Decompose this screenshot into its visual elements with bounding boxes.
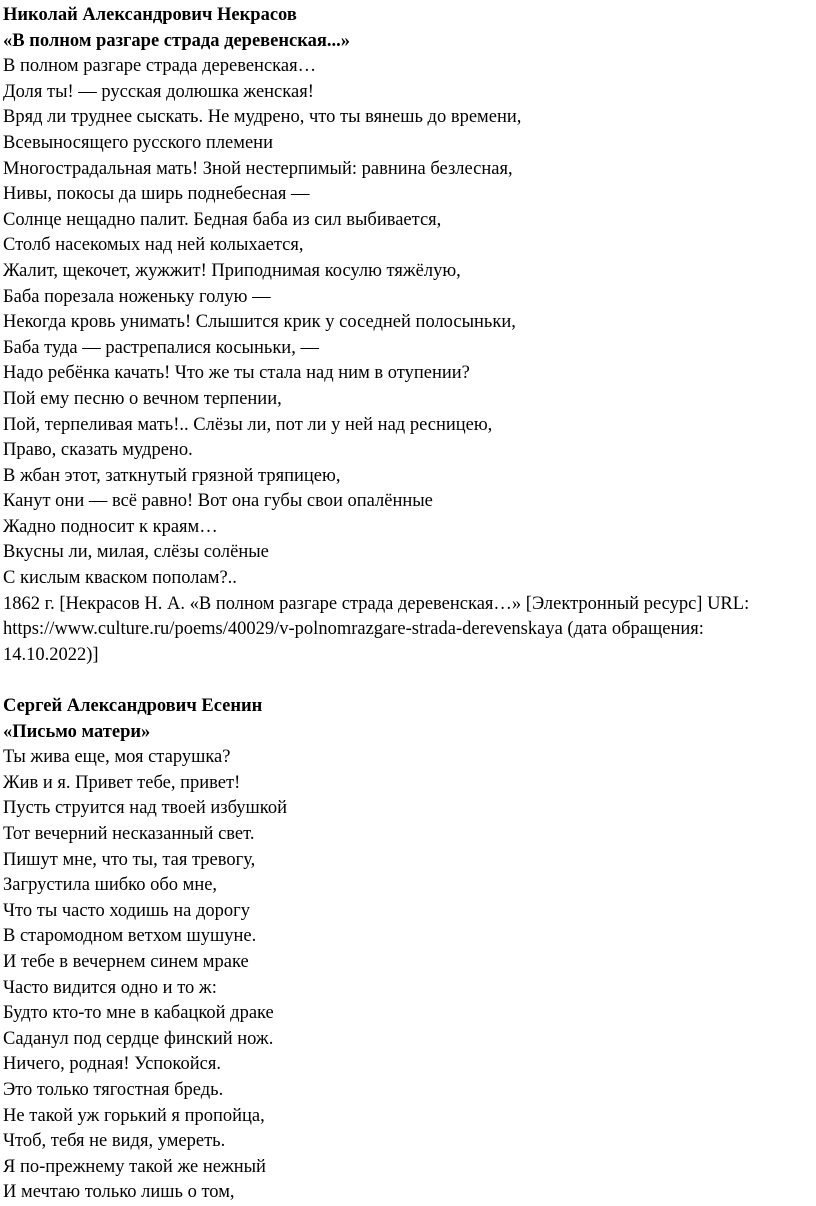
poem-line: С кислым кваском пополам?.. — [3, 568, 237, 589]
poem-line: Всевыносящего русского племени — [3, 132, 273, 153]
poem-line: В жбан этот, заткнутый грязной тряпицею, — [3, 465, 341, 486]
poem-line: Канут они — всё равно! Вот она губы свои опалённые — [3, 491, 433, 512]
poem-line: Жадно подносит к краям… — [3, 516, 218, 537]
poem-line: Пой ему песню о вечном терпении, — [3, 388, 282, 409]
poem-line: В полном разгаре страда деревенская… — [3, 56, 317, 77]
poem-line: Доля ты! — русская долюшка женская! — [3, 81, 314, 102]
section-spacer — [3, 668, 802, 694]
poem-line: И мечтаю только лишь о том, — [3, 1182, 235, 1203]
poem-line: Часто видится одно и то ж: — [3, 977, 217, 998]
poem-line: Вкусны ли, милая, слёзы солёные — [3, 542, 269, 563]
citation-nekrasov — [3, 592, 802, 669]
poem-line: Загрустила шибко обо мне, — [3, 875, 218, 896]
poem-body-esenin — [3, 745, 802, 1206]
poem-line: Чтоб, тебя не видя, умереть. — [3, 1131, 226, 1152]
poem-line: Баба порезала ноженьку голую — — [3, 286, 271, 307]
poem-line: Нивы, покосы да ширь поднебесная — — [3, 184, 310, 205]
poem-body-nekrasov — [3, 54, 802, 591]
poem-line: Ты жива еще, моя старушка? — [3, 747, 231, 768]
poem-line: Право, сказать мудрено. — [3, 440, 193, 461]
citation-line: 14.10.2022)] — [3, 644, 99, 665]
poem-line: Солнце нещадно палит. Бедная баба из сил выбивается, — [3, 209, 442, 230]
poem-title-nekrasov: «В полном разгаре страда деревенская...» — [3, 30, 350, 51]
poem-line: В старомодном ветхом шушуне. — [3, 926, 257, 947]
poem-line: Пой, терпеливая мать!.. Слёзы ли, пот ли у ней над ресницею, — [3, 414, 493, 435]
poem-line: Столб насекомых над ней колыхается, — [3, 235, 304, 256]
poem-line: Пусть струится над твоей избушкой — [3, 798, 287, 819]
poem-line: Я по-прежнему такой же нежный — [3, 1156, 266, 1177]
poem-line: И тебе в вечернем синем мраке — [3, 951, 249, 972]
poem-line: Жалит, щекочет, жужжит! Приподнимая косулю тяжёлую, — [3, 260, 461, 281]
poem-line: Саданул под сердце финский нож. — [3, 1028, 274, 1049]
author-esenin: Сергей Александрович Есенин — [3, 696, 263, 717]
citation-line: 1862 г. [Некрасов Н. А. «В полном разгаре страда деревенская…» [Электронный ресурс] URL: — [3, 593, 750, 614]
author-nekrasov: Николай Александрович Некрасов — [3, 5, 297, 25]
poem-line: Тот вечерний несказанный свет. — [3, 824, 255, 844]
poem-line: Многострадальная мать! Зной нестерпимый: равнина безлесная, — [3, 158, 513, 179]
poem-line: Пишут мне, что ты, тая тревогу, — [3, 849, 256, 870]
poem-line: Вряд ли труднее сыскать. Не мудрено, что ты вянешь до времени, — [3, 107, 522, 128]
poem-line: Это только тягостная бредь. — [3, 1079, 224, 1100]
poem-line: Некогда кровь унимать! Слышится крик у соседней полосыньки, — [3, 312, 516, 333]
poem-line: Жив и я. Привет тебе, привет! — [3, 772, 241, 793]
poem-title-esenin: «Письмо матери» — [3, 721, 151, 742]
poem-line: Что ты часто ходишь на дорогу — [3, 900, 250, 921]
poem-line: Будто кто-то мне в кабацкой драке — [3, 1003, 274, 1024]
poem-line: Надо ребёнка качать! Что же ты стала над ним в отупении? — [3, 363, 470, 384]
poem-line: Не такой уж горький я пропойца, — [3, 1105, 265, 1126]
poem-line: Баба туда — растрепалися косыньки, — — [3, 337, 319, 358]
citation-line: https://www.culture.ru/poems/40029/v-polnomrazgare-strada-derevenskaya (дата обращения: — [3, 619, 704, 640]
poem-line: Ничего, родная! Успокойся. — [3, 1054, 221, 1075]
